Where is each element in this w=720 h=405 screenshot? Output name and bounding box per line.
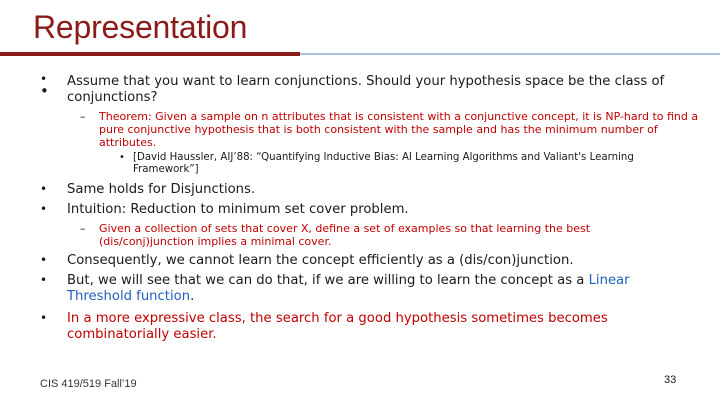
sub-bullet-text: Given a collection of sets that cover X, define a set of examples so that learning the best (dis/conj)junction implies a minimal cover. — [99, 222, 591, 248]
bullet-marker: • — [40, 82, 49, 100]
bullet-text-prefix: But, we will see that we can do that, if we are willing to learn the concept as a — [67, 273, 589, 288]
title-rule — [300, 53, 720, 55]
bullet-marker: • — [40, 182, 48, 196]
dash-marker: – — [80, 222, 86, 235]
bullet-marker: • — [40, 253, 48, 267]
bullet-text — [67, 273, 677, 305]
citation-text: [David Haussler, AIJ’88: “Quantifying Inductive Bias: AI Learning Algorithms and Valiant's Learning Framework”] — [133, 152, 634, 175]
bullet-text: Assume that you want to learn conjunctions. Should your hypothesis space be the class of conjunctions? — [67, 74, 665, 105]
bullet-text: Intuition: Reduction to minimum set cover problem. — [67, 202, 409, 217]
linear-threshold-link[interactable]: Linear Threshold function — [67, 273, 630, 304]
footer-course: CIS 419/519 Fall’19 — [40, 378, 137, 390]
bullet-marker: • — [40, 72, 48, 86]
bullet-text-highlight: In a more expressive class, the search for a good hypothesis sometimes becomes combinatorially easier. — [67, 311, 608, 342]
title-rule-accent — [0, 52, 300, 56]
bullet-text-suffix: . — [190, 289, 195, 304]
slide-title: Representation — [33, 9, 248, 45]
bullet-text: Consequently, we cannot learn the concept efficiently as a (dis/con)junction. — [67, 253, 574, 268]
sub-bullet-text: Theorem: Given a sample on n attributes that is consistent with a conjunctive concept, it is NP-hard to find a pure conjunctive hypothesis that is both consistent with the sample and has the minimum number of attributes. — [99, 110, 699, 149]
bullet-marker: • — [40, 273, 48, 287]
bullet-text: Same holds for Disjunctions. — [67, 182, 256, 197]
bullet-marker: • — [40, 202, 48, 216]
page-number: 33 — [664, 374, 677, 386]
dash-marker: – — [80, 110, 86, 123]
bullet-marker: • — [119, 152, 125, 163]
bullet-marker: • — [40, 311, 48, 325]
